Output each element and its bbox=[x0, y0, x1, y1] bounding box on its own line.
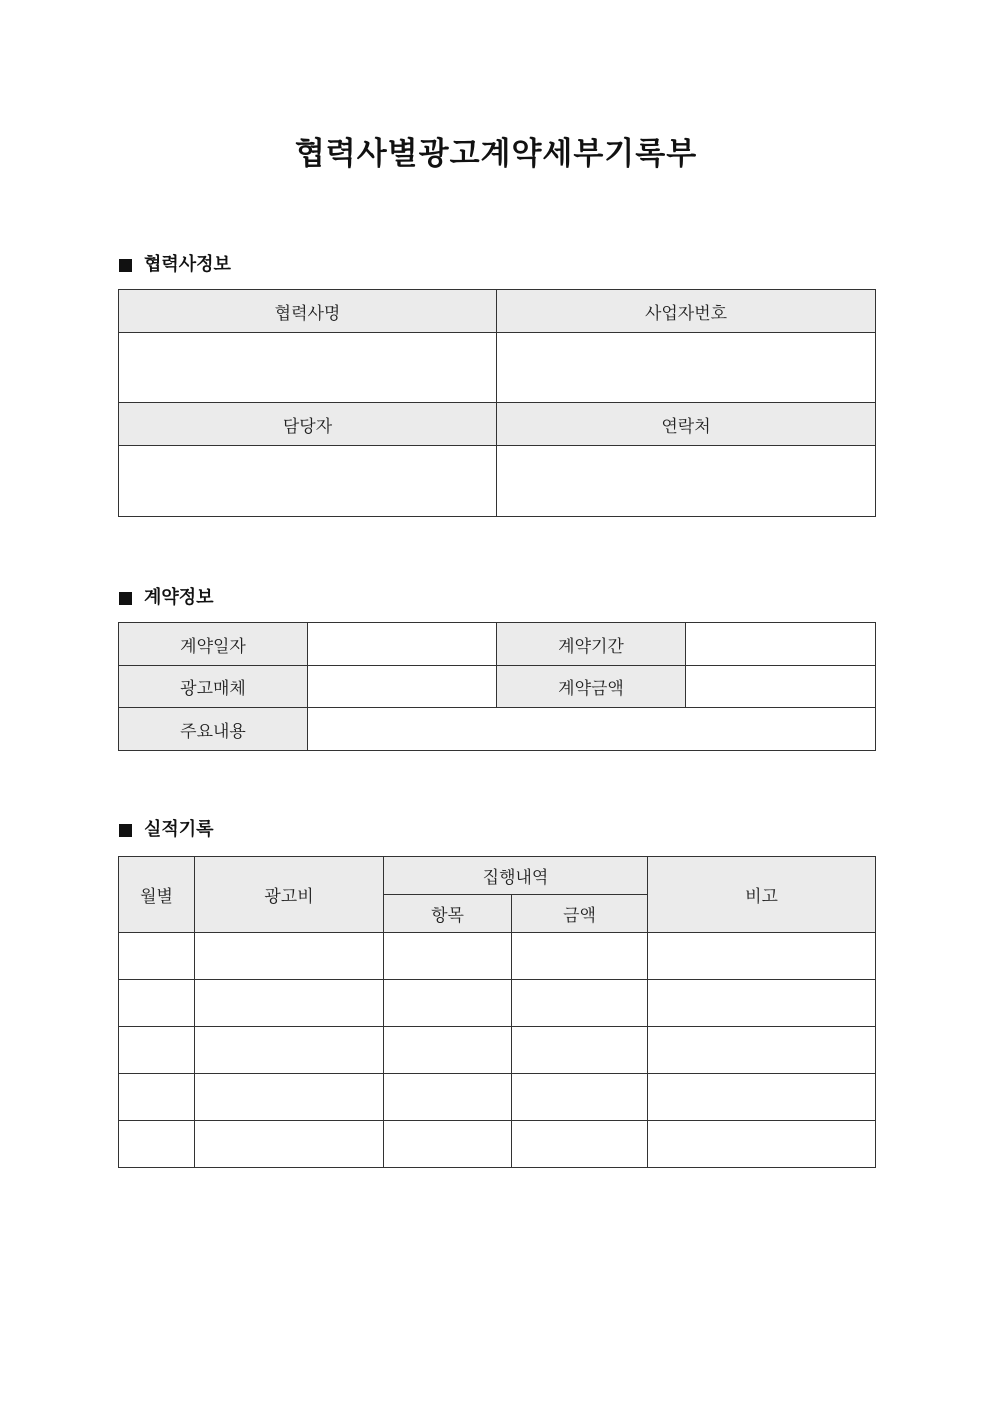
remarks-cell[interactable] bbox=[648, 980, 876, 1027]
performance-header-row-1 bbox=[119, 857, 876, 895]
contract-row-3 bbox=[119, 708, 876, 751]
month-cell[interactable] bbox=[119, 1027, 195, 1074]
remarks-cell[interactable] bbox=[648, 1074, 876, 1121]
main-content-field[interactable] bbox=[308, 708, 876, 751]
amount-cell[interactable] bbox=[512, 1074, 648, 1121]
partner-value-row bbox=[119, 333, 876, 403]
document-title: 협력사별광고계약세부기록부 bbox=[294, 136, 698, 172]
table-row bbox=[119, 980, 876, 1027]
item-header: 항목 bbox=[384, 895, 512, 933]
remarks-cell[interactable] bbox=[648, 1027, 876, 1074]
amount-cell[interactable] bbox=[512, 1121, 648, 1168]
partner-section-title: 협력사정보 bbox=[144, 254, 231, 275]
contract-period-label: 계약기간 bbox=[497, 623, 686, 666]
contract-row-2 bbox=[119, 666, 876, 708]
business-number-label: 사업자번호 bbox=[497, 290, 876, 333]
partner-name-field[interactable] bbox=[119, 333, 497, 403]
amount-cell[interactable] bbox=[512, 980, 648, 1027]
business-number-field[interactable] bbox=[497, 333, 876, 403]
month-cell[interactable] bbox=[119, 933, 195, 980]
month-cell[interactable] bbox=[119, 1074, 195, 1121]
month-cell[interactable] bbox=[119, 1121, 195, 1168]
table-row bbox=[119, 1121, 876, 1168]
contact-field[interactable] bbox=[497, 446, 876, 517]
contract-row-1 bbox=[119, 623, 876, 666]
amount-cell[interactable] bbox=[512, 933, 648, 980]
partner-info-table bbox=[118, 289, 876, 517]
item-cell[interactable] bbox=[384, 1027, 512, 1074]
contract-date-label: 계약일자 bbox=[119, 623, 308, 666]
remarks-cell[interactable] bbox=[648, 1121, 876, 1168]
item-cell[interactable] bbox=[384, 980, 512, 1027]
manager-value-row bbox=[119, 446, 876, 517]
contract-amount-label: 계약금액 bbox=[497, 666, 686, 708]
square-bullet-icon bbox=[119, 824, 132, 837]
contract-section-heading bbox=[119, 586, 214, 610]
partner-header-row bbox=[119, 290, 876, 333]
contract-section-title: 계약정보 bbox=[144, 587, 214, 608]
manager-field[interactable] bbox=[119, 446, 497, 517]
execution-header: 집행내역 bbox=[384, 857, 648, 895]
performance-section-title: 실적기록 bbox=[144, 819, 214, 840]
ad-cost-cell[interactable] bbox=[195, 1074, 384, 1121]
ad-cost-cell[interactable] bbox=[195, 1121, 384, 1168]
square-bullet-icon bbox=[119, 259, 132, 272]
manager-header-row bbox=[119, 403, 876, 446]
ad-media-label: 광고매체 bbox=[119, 666, 308, 708]
month-header: 월별 bbox=[119, 857, 195, 933]
table-row bbox=[119, 1074, 876, 1121]
amount-cell[interactable] bbox=[512, 1027, 648, 1074]
remarks-header: 비고 bbox=[648, 857, 876, 933]
remarks-cell[interactable] bbox=[648, 933, 876, 980]
partner-section-heading bbox=[119, 253, 231, 277]
square-bullet-icon bbox=[119, 592, 132, 605]
contract-amount-field[interactable] bbox=[686, 666, 876, 708]
ad-cost-header: 광고비 bbox=[195, 857, 384, 933]
table-row bbox=[119, 933, 876, 980]
manager-label: 담당자 bbox=[119, 403, 497, 446]
partner-name-label: 협력사명 bbox=[119, 290, 497, 333]
amount-header: 금액 bbox=[512, 895, 648, 933]
contract-info-table bbox=[118, 622, 876, 751]
contact-label: 연락처 bbox=[497, 403, 876, 446]
performance-table bbox=[118, 856, 876, 1168]
ad-cost-cell[interactable] bbox=[195, 980, 384, 1027]
main-content-label: 주요내용 bbox=[119, 708, 308, 751]
contract-period-field[interactable] bbox=[686, 623, 876, 666]
table-row bbox=[119, 1027, 876, 1074]
ad-media-field[interactable] bbox=[308, 666, 497, 708]
item-cell[interactable] bbox=[384, 1121, 512, 1168]
contract-date-field[interactable] bbox=[308, 623, 497, 666]
item-cell[interactable] bbox=[384, 1074, 512, 1121]
ad-cost-cell[interactable] bbox=[195, 933, 384, 980]
item-cell[interactable] bbox=[384, 933, 512, 980]
performance-section-heading bbox=[119, 818, 214, 842]
month-cell[interactable] bbox=[119, 980, 195, 1027]
ad-cost-cell[interactable] bbox=[195, 1027, 384, 1074]
